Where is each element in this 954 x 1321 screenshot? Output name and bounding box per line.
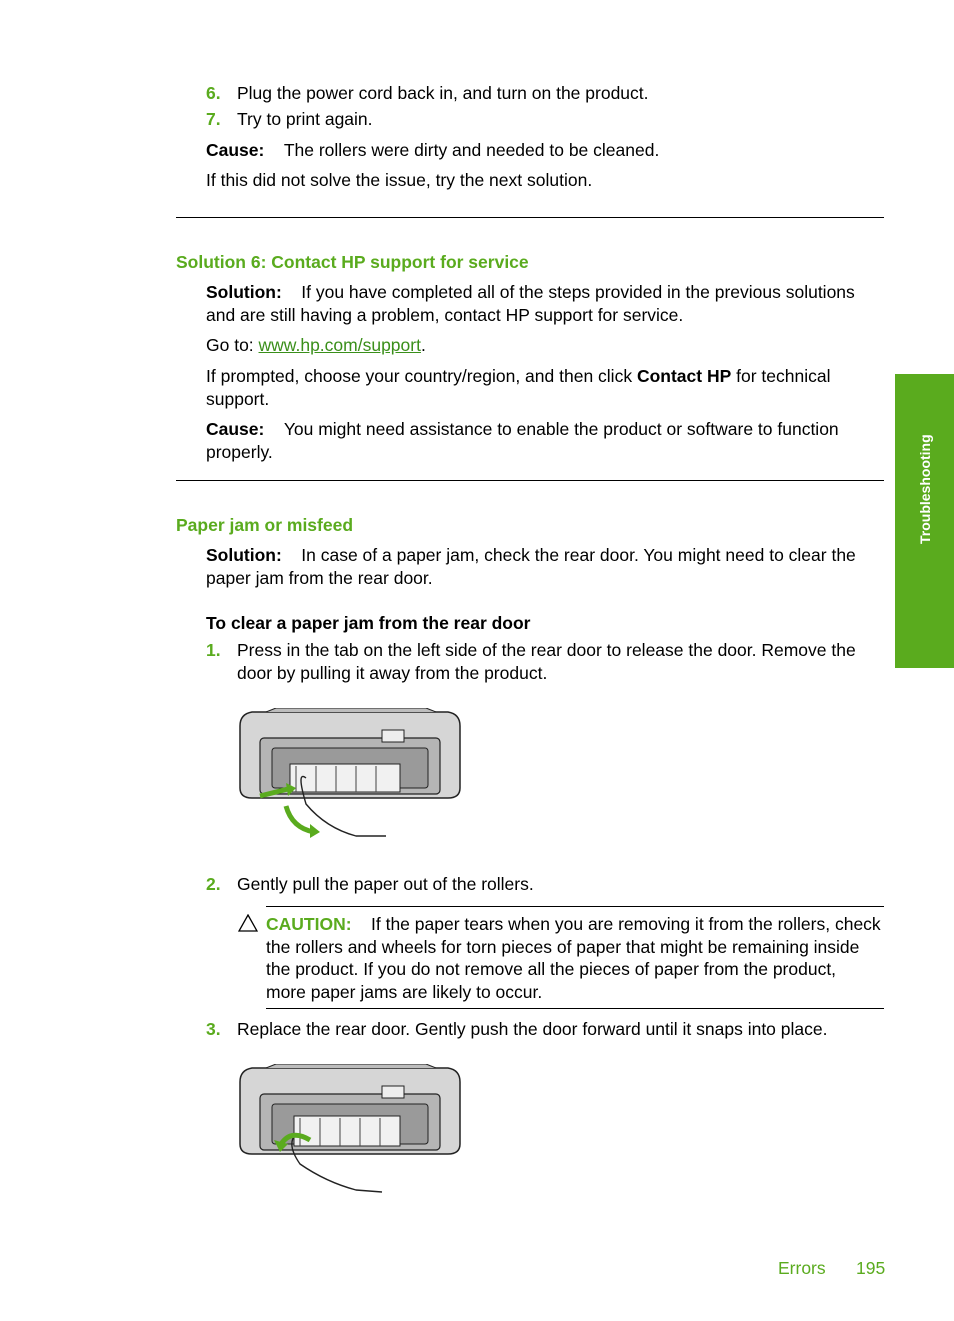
prompt-text-post: for technical [731, 366, 831, 386]
solution6-cause-paragraph [206, 418, 886, 463]
caution-top-rule [266, 906, 884, 907]
cause-label: Cause: [206, 419, 265, 439]
step1-line2: door by pulling it away from the product. [237, 662, 548, 683]
side-tab-troubleshooting [895, 374, 954, 668]
step1-line1: Press in the tab on the left side of the rear door to release the door. Remove the [237, 640, 856, 660]
prompt-text-pre: If prompted, choose your country/region, and then click [206, 366, 637, 386]
solution6-paragraph [206, 281, 886, 326]
paperjam-solution-line1: In case of a paper jam, check the rear door. You might need to clear the [301, 545, 856, 565]
paperjam-solution-line2: paper jam from the rear door. [206, 567, 433, 588]
goto-suffix: . [420, 335, 426, 355]
solution6-line1: If you have completed all of the steps provided in the previous solutions [301, 282, 855, 302]
section-divider [176, 217, 884, 218]
cause-line2: properly. [206, 441, 273, 462]
footer-page-number: 195 [856, 1258, 886, 1278]
cause-label: Cause: [206, 140, 265, 160]
caution-line3: the product. If you do not remove all the pieces of paper from the product, [266, 959, 837, 979]
step-text-6: Plug the power cord back in, and turn on the product. [237, 83, 649, 103]
caution-line1: If the paper tears when you are removing it from the rollers, check [371, 914, 881, 934]
goto-prefix: Go to: [206, 335, 259, 355]
printer-rear-door-replace-illustration [236, 1064, 464, 1194]
step-number-3: 3. [206, 1019, 221, 1039]
footer-section: Errors [778, 1258, 826, 1278]
step-number-1: 1. [206, 640, 221, 660]
next-solution-text: If this did not solve the issue, try the next solution. [206, 170, 593, 190]
printer-rear-door-removal-illustration [236, 708, 464, 838]
step-text-2: Gently pull the paper out of the rollers. [237, 874, 534, 894]
paperjam-heading: Paper jam or misfeed [176, 515, 354, 535]
solution6-line2: and are still having a problem, contact HP support for service. [206, 304, 684, 325]
caution-paragraph [266, 913, 886, 1003]
solution-label: Solution: [206, 545, 282, 565]
step-text-7: Try to print again. [237, 109, 373, 129]
step-text-3: Replace the rear door. Gently push the door forward until it snaps into place. [237, 1019, 828, 1039]
cause-line1: You might need assistance to enable the product or software to function [283, 419, 839, 439]
caution-bottom-rule [266, 1008, 884, 1009]
prompt-line2: support. [206, 388, 270, 409]
solution6-heading: Solution 6: Contact HP support for service [176, 252, 529, 272]
procedure-heading: To clear a paper jam from the rear door [206, 613, 531, 633]
side-tab-label: Troubleshooting [916, 434, 933, 544]
step-number-2: 2. [206, 874, 221, 894]
step-number-6: 6. [206, 83, 221, 103]
caution-label: CAUTION: [266, 914, 352, 934]
caution-line4: more paper jams are likely to occur. [266, 981, 543, 1002]
solution-label: Solution: [206, 282, 282, 302]
support-link[interactable]: www.hp.com/support [258, 335, 421, 355]
prompt-paragraph [206, 365, 886, 410]
step-text-1 [237, 639, 887, 684]
caution-line2: the rollers and wheels for torn pieces of paper that might be remaining inside [266, 936, 860, 957]
paperjam-solution-paragraph [206, 544, 886, 589]
caution-triangle-icon [238, 914, 258, 932]
section-divider [176, 480, 884, 481]
cause-paragraph [206, 139, 659, 162]
cause-text: The rollers were dirty and needed to be cleaned. [283, 140, 660, 160]
contact-hp-label: Contact HP [636, 366, 732, 386]
goto-paragraph [206, 334, 426, 357]
step-number-7: 7. [206, 109, 221, 129]
